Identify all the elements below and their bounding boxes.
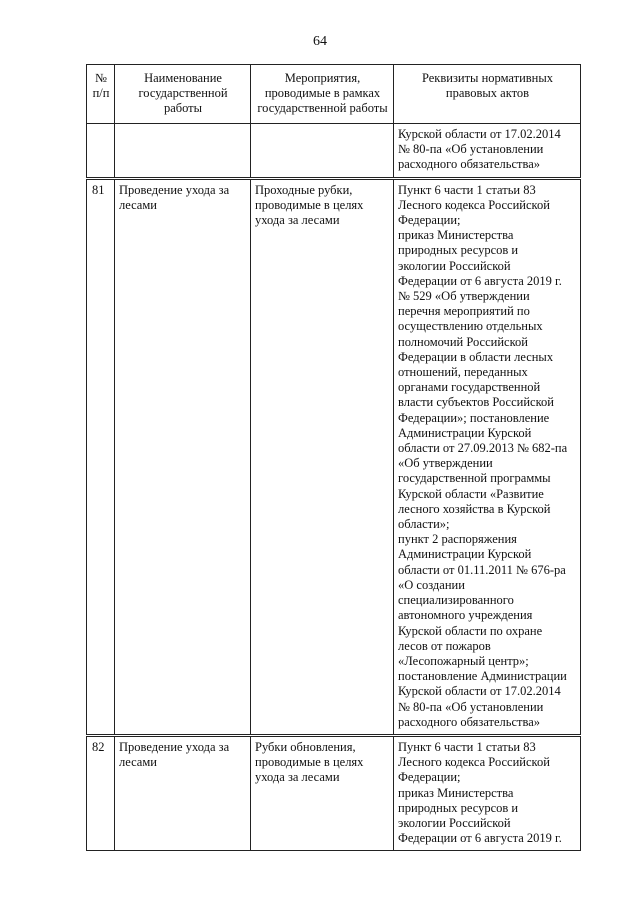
cell-number: 81 [87,178,115,735]
cell-text-line: лесов от пожаров [398,638,491,653]
cell-text-line: Администрации Курской [398,547,532,562]
cell-text-line: экологии Российской [398,258,511,273]
cell-text-line: лесами [119,197,157,212]
cell-text-line: государственной программы [398,471,551,486]
header-text: правовых актов [445,86,530,101]
cell-text-line: № 529 «Об утверждении [398,289,530,304]
header-number [87,65,115,124]
cell-text-line: постановление Администрации [398,669,567,684]
cell-text-line: «Лесопожарный центр»; [398,653,529,668]
header-text: Мероприятия, [284,71,361,85]
header-text: Наименование [144,71,222,85]
header-text: п/п [92,86,110,101]
cell-number [87,123,115,178]
cell-text-line: полномочий Российской [398,334,528,349]
cell-text-line: природных ресурсов и [398,243,519,258]
cell-work-name [115,123,251,178]
cell-legal-acts [394,123,581,178]
header-activities [251,65,394,124]
header-text: государственной работы [257,101,388,116]
table-row [87,735,581,850]
header-work-name [115,65,251,124]
cell-text-line: Федерации от 6 августа 2019 г. [398,273,562,288]
header-text: проводимые в рамках [264,86,381,101]
table-row [87,178,581,735]
cell-text-line: Федерации; [398,213,461,228]
cell-text-line: Курской области от 17.02.2014 [398,684,561,699]
cell-text-line: ухода за лесами [255,213,340,228]
cell-text-line: № 80-па «Об установлении [398,699,544,714]
cell-text-line: автономного учреждения [398,608,533,623]
table-header-row [87,65,581,124]
cell-text-line: экологии Российской [398,815,511,830]
cell-text-line: области от 01.11.2011 № 676-ра [398,562,566,577]
cell-text-line: Федерации; [398,770,461,785]
cell-work-name [115,178,251,735]
cell-text-line: № 80-па «Об установлении [398,141,544,156]
cell-legal-acts [394,735,581,850]
cell-text-line: проводимые в целях [255,755,364,770]
cell-text-line: Рубки обновления, [255,739,356,754]
cell-text-line: Курской области по охране [398,623,543,638]
cell-text-line: природных ресурсов и [398,800,519,815]
cell-text-line: власти субъектов Российской [398,395,554,410]
legal-acts-table [86,64,581,851]
cell-text-line: лесного хозяйства в Курской [398,501,551,516]
cell-text-line: осуществлению отдельных [398,319,543,334]
cell-text-line: проводимые в целях [255,197,364,212]
header-text: работы [163,101,203,116]
header-text: Реквизиты нормативных [421,71,554,85]
cell-text-line: лесами [119,755,157,770]
header-text: № [95,71,107,85]
cell-text-line: Администрации Курской [398,425,532,440]
cell-text-line: приказ Министерства [398,228,514,243]
cell-text-line: Проходные рубки, [255,182,353,197]
cell-text-line: «О создании [398,577,465,592]
cell-text-line: пункт 2 распоряжения [398,532,517,547]
cell-activities [251,178,394,735]
cell-activities [251,123,394,178]
cell-text-line: перечня мероприятий по [398,304,530,319]
cell-text-line: области от 27.09.2013 № 682-па [398,441,568,456]
cell-text-line: Лесного кодекса Российской [398,197,550,212]
cell-text-line: Проведение ухода за [119,182,230,197]
cell-work-name [115,735,251,850]
cell-text-line: расходного обязательства» [398,157,541,172]
header-legal-acts [394,65,581,124]
page-number: 64 [313,34,327,49]
cell-text-line: расходного обязательства» [398,714,541,729]
cell-text-line: Курской области от 17.02.2014 [398,126,561,141]
cell-text-line: отношений, переданных [398,365,528,380]
cell-text-line: Лесного кодекса Российской [398,755,550,770]
cell-text-line: Курской области «Развитие [398,486,544,501]
cell-text-line: приказ Министерства [398,785,514,800]
cell-text-line: Пункт 6 части 1 статьи 83 [398,739,536,754]
cell-legal-acts [394,178,581,735]
cell-text-line: Федерации от 6 августа 2019 г. [398,831,562,846]
cell-text-line: Федерации в области лесных [398,349,554,364]
cell-text-line: органами государственной [398,380,541,395]
cell-text-line: специализированного [398,593,514,608]
table-row-continuation [87,123,581,178]
cell-text-line: Федерации»; постановление [398,410,550,425]
header-text: государственной [138,86,228,101]
cell-number: 82 [87,735,115,850]
cell-text-line: Пункт 6 части 1 статьи 83 [398,182,536,197]
cell-activities [251,735,394,850]
cell-text-line: Проведение ухода за [119,739,230,754]
cell-text-line: области»; [398,517,450,532]
cell-text-line: ухода за лесами [255,770,340,785]
cell-text-line: «Об утверждении [398,456,493,471]
